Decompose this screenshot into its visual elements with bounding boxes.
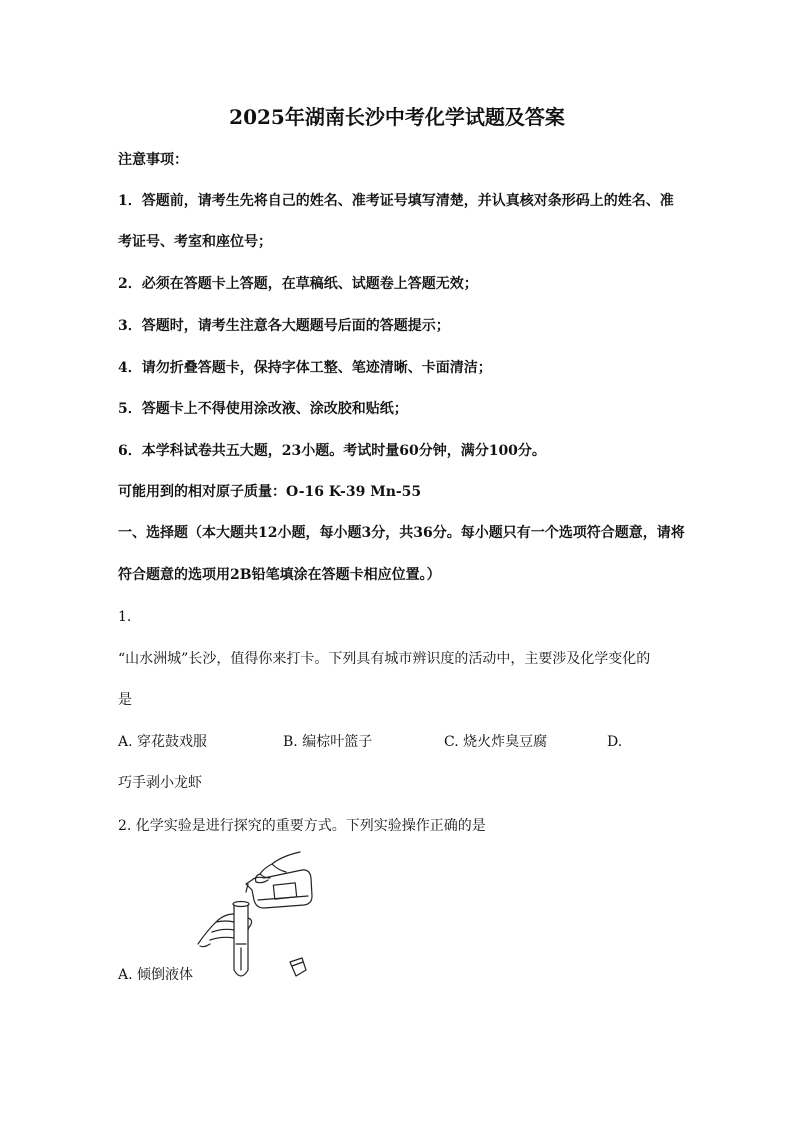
atomic-mass-line: 可能用到的相对原子质量：O-16 K-39 Mn-55	[118, 484, 422, 500]
notice-line-7: 6．本学科试卷共五大题，23小题。考试时量60分钟，满分100分。	[118, 443, 546, 459]
question-1-option-b: B. 编棕叶篮子	[283, 734, 373, 750]
question-1-option-a: A. 穿花鼓戏服	[118, 734, 208, 750]
notice-heading: 注意事项：	[118, 152, 188, 168]
bottle-liquid-line	[258, 896, 308, 900]
notice-line-5: 4．请勿折叠答题卡，保持字体工整、笔迹清晰、卡面清洁；	[118, 360, 492, 376]
notice-line-3: 2．必须在答题卡上答题，在草稿纸、试题卷上答题无效；	[118, 276, 478, 292]
question-1-option-c: C. 烧火炸臭豆腐	[444, 734, 548, 750]
notice-line-6: 5．答题卡上不得使用涂改液、涂改胶和贴纸；	[118, 401, 408, 417]
test-tube-rim	[233, 902, 249, 907]
bottle-stopper	[290, 958, 306, 976]
reagent-bottle	[246, 870, 312, 908]
question-2-option-a: A. 倾倒液体	[118, 967, 194, 983]
question-2-stem: 2. 化学实验是进行探究的重要方式。下列实验操作正确的是	[118, 818, 486, 834]
section-heading-line-2: 符合题意的选项用2B铅笔填涂在答题卡相应位置。）	[118, 567, 441, 583]
question-1-option-d: D.	[607, 734, 623, 750]
section-heading-line-1: 一、选择题（本大题共12小题，每小题3分，共36分。每小题只有一个选项符合题意，请将	[118, 525, 685, 541]
notice-line-1: 1．答题前，请考生先将自己的姓名、准考证号填写清楚，并认真核对条形码上的姓名、准	[118, 193, 674, 209]
pouring-liquid-illustration	[190, 848, 320, 988]
document-title: 2025年湖南长沙中考化学试题及答案	[229, 105, 565, 129]
question-1-number: 1.	[118, 609, 132, 625]
tube-hand	[198, 914, 234, 947]
question-1-option-d-continued: 巧手剥小龙虾	[118, 775, 202, 791]
question-1-stem-line-1: “山水洲城”长沙，值得你来打卡。下列具有城市辨识度的活动中，主要涉及化学变化的	[118, 651, 651, 667]
notice-line-2: 考证号、考室和座位号；	[118, 234, 272, 250]
notice-line-4: 3．答题时，请考生注意各大题题号后面的答题提示；	[118, 318, 450, 334]
question-1-stem-line-2: 是	[118, 692, 132, 708]
